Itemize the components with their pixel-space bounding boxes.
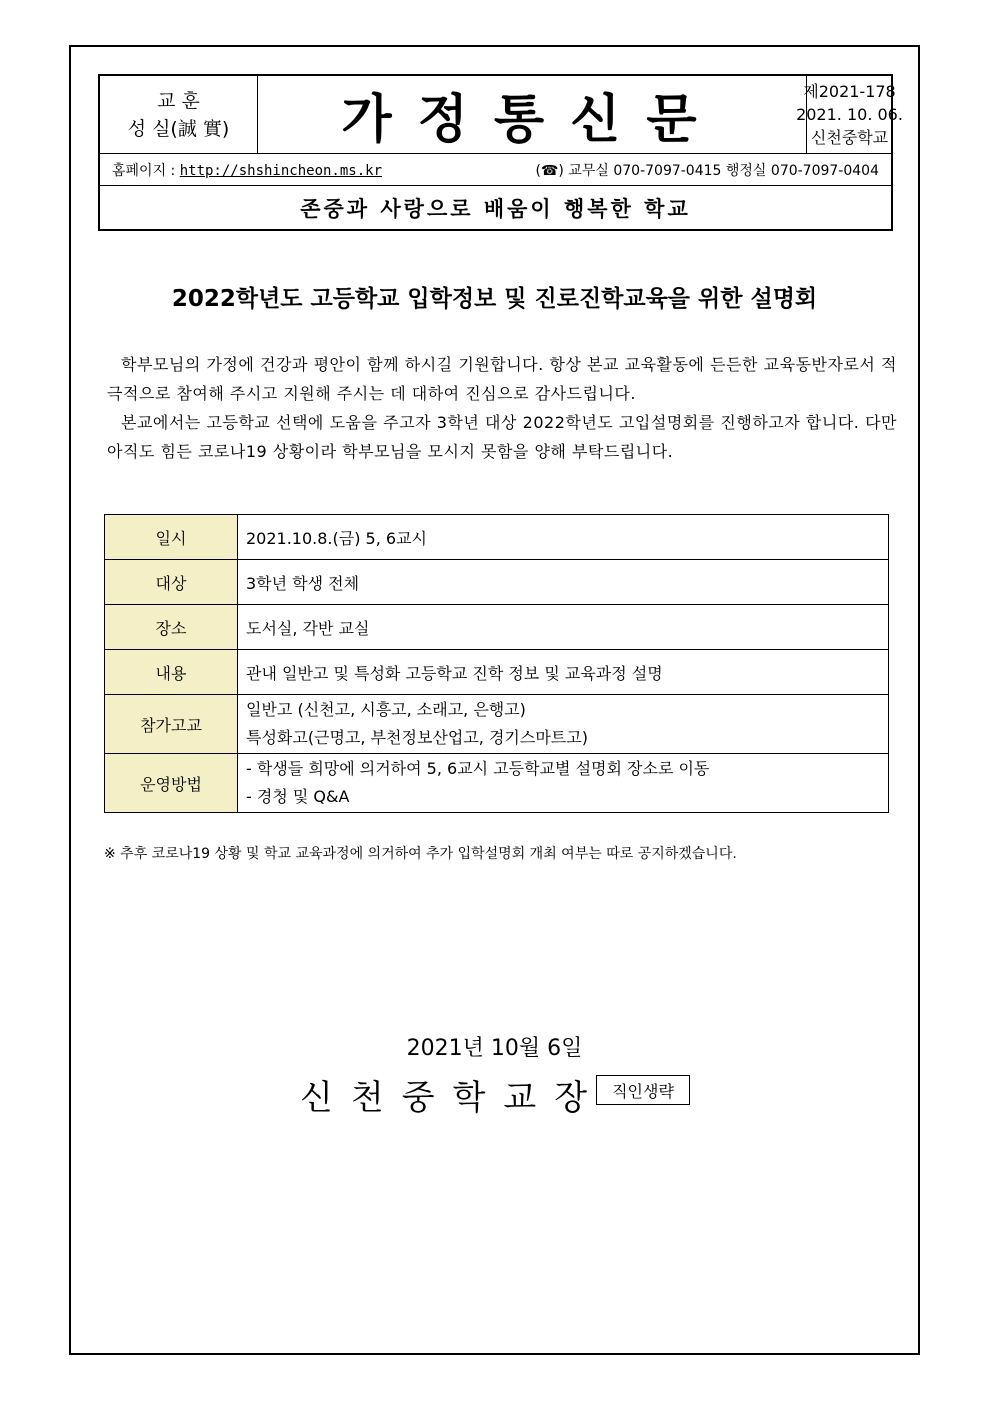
value-line: 특성화고(근명고, 부천정보산업고, 경기스마트고) (246, 728, 588, 747)
issue-date: 2021. 10. 06. (796, 105, 903, 124)
issue-info (796, 76, 903, 153)
document-title: 2022학년도 고등학교 입학정보 및 진로진학교육을 위한 설명회 (171, 286, 818, 312)
contact-phones: (☎) 교무실 070-7097-0415 행정실 070-7097-0404 (535, 162, 879, 179)
row-value: 도서실, 각반 교실 (238, 605, 889, 650)
row-value: 2021.10.8.(금) 5, 6교시 (238, 515, 889, 560)
principal-signature: 신천중학교장 (300, 1078, 606, 1118)
table-row (105, 650, 889, 695)
row-label: 참가고교 (105, 695, 238, 754)
homepage-label: 홈페이지 : (112, 162, 176, 179)
row-label: 장소 (105, 605, 238, 650)
letter-header (98, 74, 903, 231)
school-slogan: 존중과 사랑으로 배움이 행복한 학교 (300, 197, 691, 221)
row-value (238, 754, 889, 813)
table-row (105, 560, 889, 605)
table-row (105, 605, 889, 650)
row-value: 관내 일반고 및 특성화 고등학교 진학 정보 및 교육과정 설명 (238, 650, 889, 695)
table-row (105, 515, 889, 560)
header-top-row (100, 76, 903, 154)
header-contact-row (100, 154, 891, 186)
row-label: 대상 (105, 560, 238, 605)
event-info-table (104, 514, 889, 813)
school-motto (100, 76, 258, 153)
row-label: 운영방법 (105, 754, 238, 813)
value-line: - 경청 및 Q&A (246, 787, 350, 806)
row-label: 일시 (105, 515, 238, 560)
school-name: 신천중학교 (810, 128, 889, 147)
value-line: 일반고 (신천고, 시흥고, 소래고, 은행고) (246, 700, 526, 719)
intro-paragraph: 학부모님의 가정에 건강과 평안이 함께 하시길 기원합니다. 항상 본교 교육활동에 든든한 교육동반자로서 적극적으로 참여해 주시고 지원해 주시는 데 대하여 진심으로 감사드립니다. (107, 355, 897, 403)
row-value (238, 695, 889, 754)
signing-date: 2021년 10월 6일 (406, 1036, 583, 1061)
homepage-link[interactable]: http://shshincheon.ms.kr (179, 162, 383, 179)
footnote: ※ 추후 코로나19 상황 및 학교 교육과정에 의거하여 추가 입학설명회 개최 여부는 따로 공지하겠습니다. (104, 846, 737, 862)
intro-text (107, 350, 897, 466)
seal-omitted-box: 직인생략 (596, 1075, 690, 1105)
motto-text: 성 실(誠 實) (127, 117, 230, 140)
newsletter-title: 가정통신문 (341, 89, 723, 150)
homepage (112, 160, 382, 180)
issue-number: 제2021-178 (803, 82, 896, 101)
motto-label: 교 훈 (157, 89, 200, 112)
value-line: - 학생들 희망에 의거하여 5, 6교시 고등학교별 설명회 장소로 이동 (246, 759, 710, 778)
table-row (105, 695, 889, 754)
table-row (105, 754, 889, 813)
row-value: 3학년 학생 전체 (238, 560, 889, 605)
row-label: 내용 (105, 650, 238, 695)
intro-paragraph: 본교에서는 고등학교 선택에 도움을 주고자 3학년 대상 2022학년도 고입설명회를 진행하고자 합니다. 다만 아직도 힘든 코로나19 상황이라 학부모님을 모시지 못함을 양해 부탁드립니다. (107, 413, 897, 461)
